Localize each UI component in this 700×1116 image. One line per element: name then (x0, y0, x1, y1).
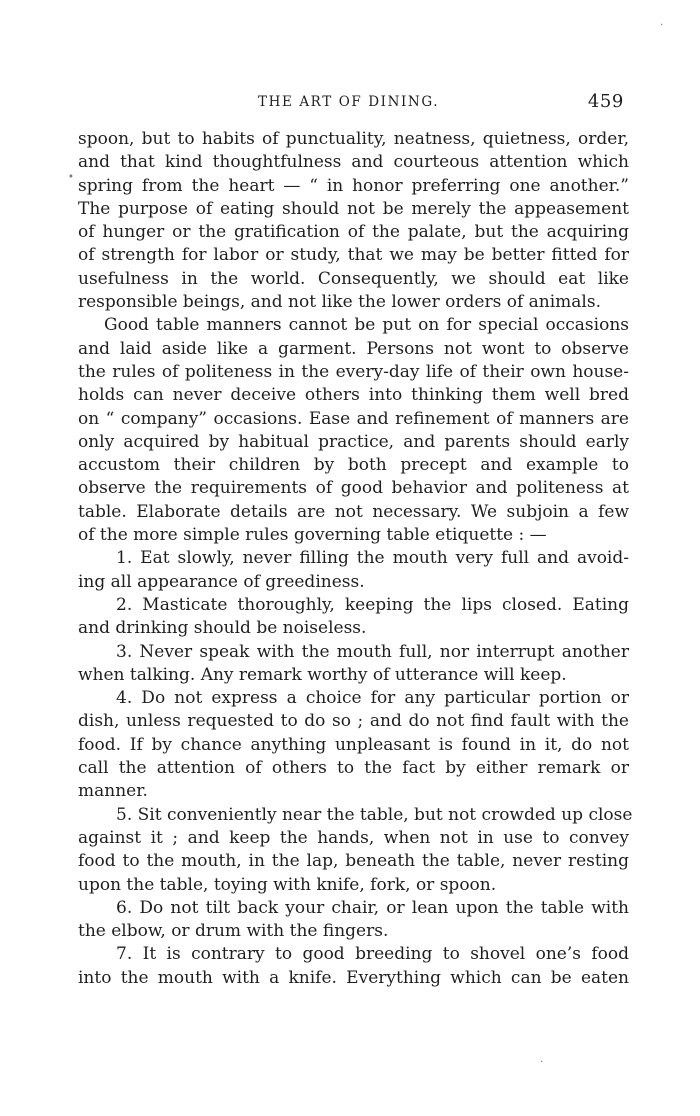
text-line: against it ; and keep the hands, when not in use to convey (78, 827, 629, 848)
rule-7-line: 7. It is contrary to good breeding to shovel one’s food (116, 944, 629, 965)
text-line: spring from the heart — “ in honor preferring one another.” (78, 175, 629, 196)
text-line: food. If by chance anything unpleasant is found in it, do not (78, 734, 629, 755)
text-line: on “ company” occasions. Ease and refinement of manners are (78, 408, 629, 429)
text-line: accustom their children by both precept and example to (78, 455, 629, 476)
text-line: The purpose of eating should not be merely the appeasement (78, 198, 629, 219)
running-head (78, 92, 628, 116)
rule-4-line: 4. Do not express a choice for any particular portion or (116, 688, 629, 709)
text-line: Good table manners cannot be put on for special occasions (104, 315, 629, 336)
body-text (78, 128, 633, 990)
text-line: of hunger or the gratification of the palate, but the acquiring (78, 222, 629, 243)
text-line: the rules of politeness in the every-day life of their own house- (78, 361, 629, 382)
text-line: and drinking should be noiseless. (78, 618, 367, 639)
rule-3-line: 3. Never speak with the mouth full, nor interrupt another (116, 641, 629, 662)
margin-speck: • (68, 172, 74, 183)
text-line: of the more simple rules governing table etiquette : — (78, 525, 547, 546)
text-line: upon the table, toying with knife, fork, or spoon. (78, 874, 497, 895)
rule-6-line: 6. Do not tilt back your chair, or lean upon the table with (116, 897, 629, 918)
text-line: ing all appearance of greediness. (78, 571, 365, 592)
text-line: manner. (78, 781, 148, 802)
text-line: responsible beings, and not like the lower orders of animals. (78, 292, 601, 313)
text-line: into the mouth with a knife. Everything which can be eaten (78, 967, 629, 988)
text-line: of strength for labor or study, that we may be better fitted for (78, 245, 629, 266)
text-line: the elbow, or drum with the fingers. (78, 921, 389, 942)
rule-2-line: 2. Masticate thoroughly, keeping the lips closed. Eating (116, 594, 629, 615)
running-title: THE ART OF DINING. (258, 94, 440, 110)
text-line: table. Elaborate details are not necessary. We subjoin a few (78, 501, 629, 522)
text-line: call the attention of others to the fact by either remark or (78, 758, 629, 779)
text-line: and laid aside like a garment. Persons not wont to observe (78, 338, 629, 359)
text-line: only acquired by habitual practice, and parents should early (78, 431, 629, 452)
margin-speck: · (540, 1057, 544, 1068)
text-line: holds can never deceive others into thinking them well bred (78, 385, 629, 406)
rule-1-line: 1. Eat slowly, never filling the mouth very full and avoid- (116, 548, 629, 569)
text-line: food to the mouth, in the lap, beneath the table, never resting (78, 851, 629, 872)
text-line: spoon, but to habits of punctuality, neatness, quietness, order, (78, 129, 629, 149)
text-line: when talking. Any remark worthy of utterance will keep. (78, 664, 567, 685)
text-line: dish, unless requested to do so ; and do not find fault with the (78, 711, 629, 732)
rule-5-line: 5. Sit conveniently near the table, but not crowded up close (116, 804, 633, 825)
margin-speck: · (660, 20, 664, 31)
text-line: usefulness in the world. Consequently, we should eat like (78, 268, 629, 289)
text-line: observe the requirements of good behavior and politeness at (78, 478, 629, 499)
text-line: and that kind thoughtfulness and courteous attention which (78, 152, 629, 173)
page-number: 459 (587, 91, 624, 112)
